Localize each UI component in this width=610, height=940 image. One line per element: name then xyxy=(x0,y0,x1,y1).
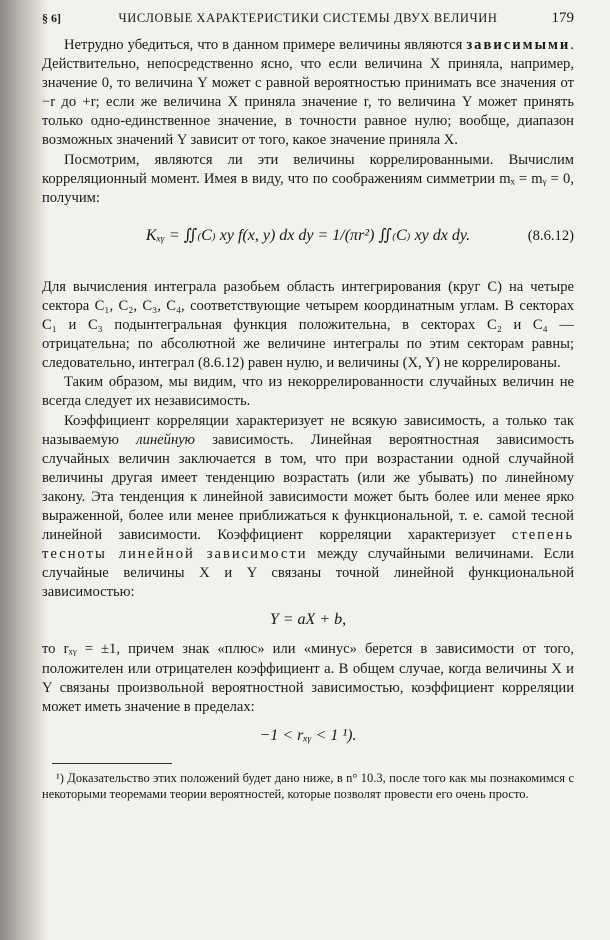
equation-number: (8.6.12) xyxy=(527,227,574,244)
footnote: ¹) Доказательство этих положений будет дано ниже, в n° 10.3, после того как мы познакомимся с некоторыми теоремами теории вероятностей, которые позволят провести его очень просто. xyxy=(42,770,574,802)
footnote-rule xyxy=(52,763,172,764)
paragraph-conclusion: Таким образом, мы видим, что из некоррелированности случайных величин не всегда следует их независимость. xyxy=(42,374,574,410)
paragraph-dependence: Нетрудно убедиться, что в данном примере величины являются зависимыми. Действительно, непосредственно ясно, что если величина X приняла, например, значение 0, то величина Y может с равной вероятностью принимать все значения от −r до +r; если же величина X приняла значение r, то величина Y может принять только одно-единственное значение, в точности равное нулю; вообще, диапазон возможных значений Y зависит от того, какое значение приняла X. xyxy=(42,37,574,149)
book-page xyxy=(42,10,574,803)
paragraph-linear-dependence: Коэффициент корреляции характеризует не всякую зависимость, а только так называемую линейную зависимость. Линейная вероятностная зависимость случайных величин заключается в том, что при возрастании одной случайной величины другая имеет тенденцию возрастать (или же убывать) по линейному закону. Эта тенденция к линейной зависимости может быть более или менее ярко выраженной, более или менее приближаться к функциональной, т. е. самой тесной линейной зависимости. Коэффициент корреляции характеризует степень тесноты линейной зависимости между случайными величинами. Если случайные величины X и Y связаны точной линейной функциональной зависимостью: xyxy=(42,412,575,601)
binding-shadow xyxy=(0,0,48,940)
formula-linear: Y = aX + b, xyxy=(269,611,347,629)
emphasis-dependent: зависимыми xyxy=(466,37,571,53)
emphasis-tightness: степень тесноты линейной зависимости xyxy=(42,527,574,563)
paragraph-correlation-check: Посмотрим, являются ли эти величины коррелированными. Вычислим корреляционный момент. Имея в виду, что по соображениям симметрии mₓ = mᵧ = 0, получим: xyxy=(42,151,574,206)
section-marker: § 6] xyxy=(42,11,61,25)
formula-correlation-moment xyxy=(42,214,574,274)
formula-range: −1 < rₓᵧ < 1 ¹). xyxy=(259,726,357,744)
page-number: 179 xyxy=(551,10,574,26)
paragraph-range: то rₓᵧ = ±1, причем знак «плюс» или «минус» берется в зависимости от того, положителен или отрицателен коэффициент a. В общем случае, когда величины X и Y связаны произвольной вероятностной зависимостью, коэффициент корреляции может иметь значение в пределах: xyxy=(42,641,574,715)
running-header xyxy=(42,10,574,36)
paragraph-sectors: Для вычисления интеграла разобьем область интегрирования (круг C) на четыре сектора C₁, C₂, C₃, C₄, соответствующие четырем координатным углам. В секторах C₁ и C₃ подынтегральная функция положительна, в секторах C₂ и C₄ — отрицательна; по абсолютной же величине интегралы по этим секторам равны; следовательно, интеграл (8.6.12) равен нулю, и величины (X, Y) не коррелированы. xyxy=(42,278,574,372)
running-title: ЧИСЛОВЫЕ ХАРАКТЕРИСТИКИ СИСТЕМЫ ДВУХ ВЕЛИЧИН xyxy=(118,11,498,25)
formula-expression: Kₓᵧ = ∬₍C₎ xy f(x, y) dx dy = 1/(πr²) ∬₍C₎ xy dx dy. xyxy=(145,226,471,244)
emphasis-linear: линейную xyxy=(136,431,195,448)
